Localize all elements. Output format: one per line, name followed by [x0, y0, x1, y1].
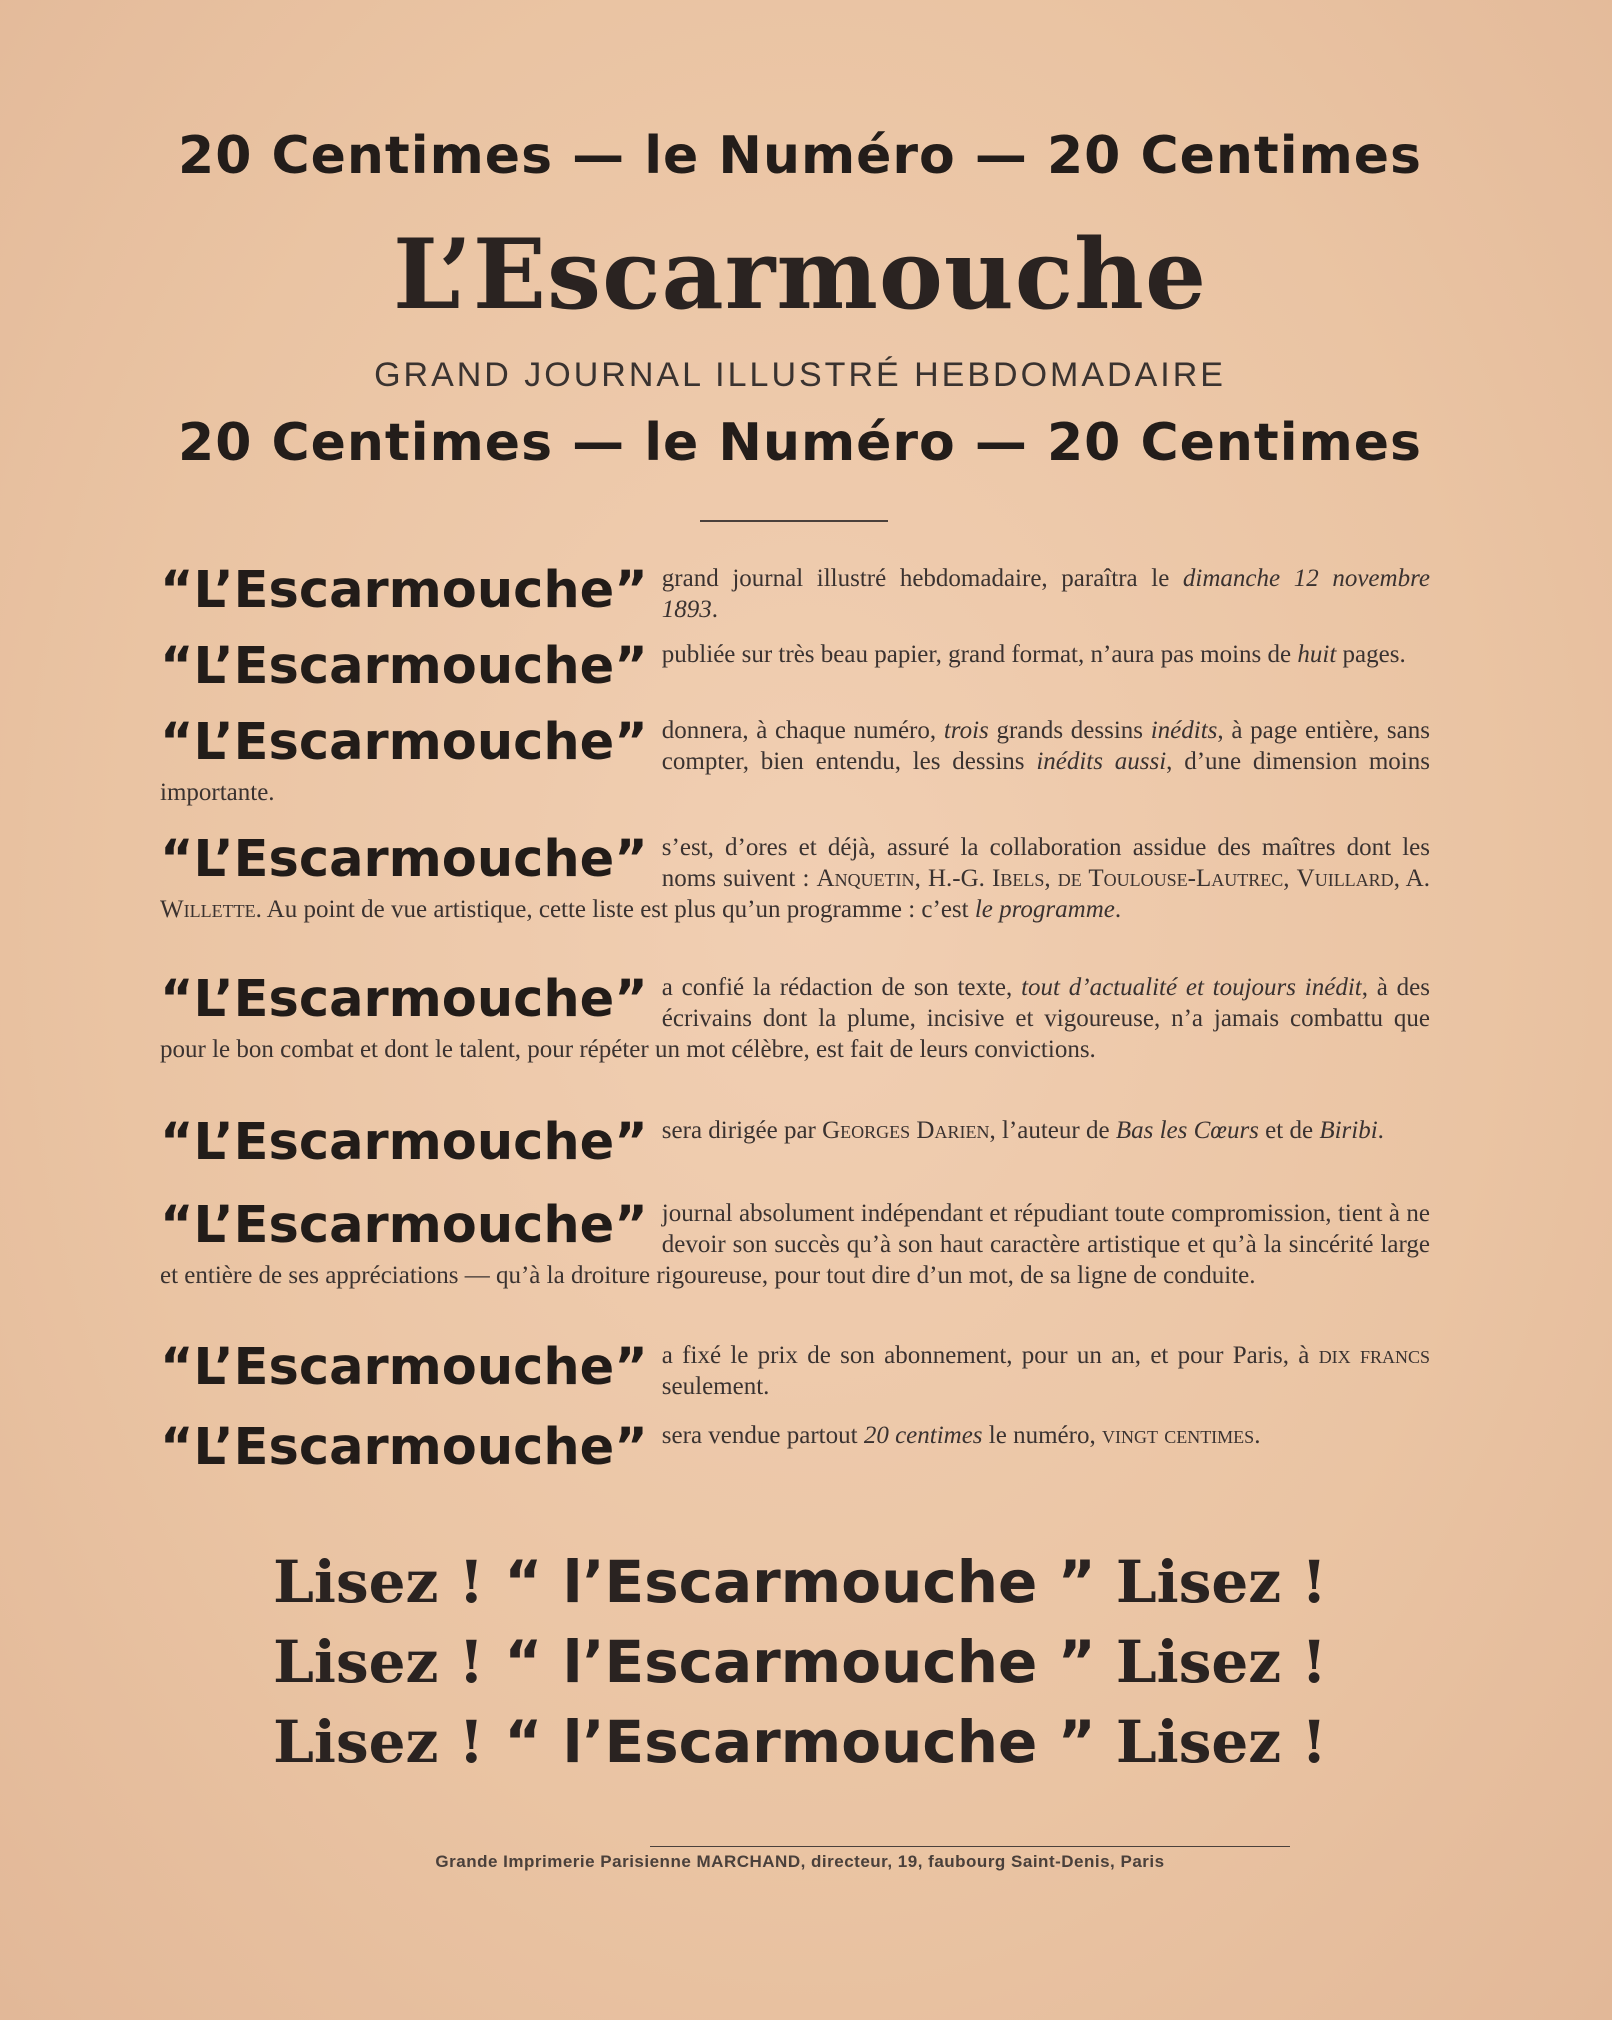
price-line-top: 20 Centimes — le Numéro — 20 Centimes	[178, 126, 1422, 186]
text-run: , H.-G.	[914, 865, 992, 892]
text-run: ,	[1044, 865, 1058, 892]
lisez-word: Lisez !	[1115, 1548, 1327, 1616]
text-run: , A.	[1393, 865, 1430, 892]
announcement-entry-4	[160, 832, 1430, 925]
text-run: .	[711, 596, 719, 623]
lisez-line-1	[150, 1548, 1450, 1616]
artist-name: Vuillard	[1296, 865, 1394, 892]
text-run: , à page entière, sans compter, bien entendu, les dessins	[661, 717, 1430, 775]
text-run: Biribi	[1319, 1117, 1378, 1144]
text-run: seulement.	[661, 1373, 770, 1400]
text-run: inédits	[1150, 717, 1218, 744]
lisez-name: “ l’Escarmouche ”	[504, 1548, 1096, 1616]
text-run: huit	[1297, 641, 1337, 668]
printer-footer: Grande Imprimerie Parisienne MARCHAND, directeur, 19, faubourg Saint-Denis, Paris	[435, 1852, 1165, 1871]
entry-name: “L’Escarmouche”	[160, 637, 648, 696]
lisez-word: Lisez !	[1115, 1708, 1327, 1776]
text-run: tout d’actualité et toujours inédit	[1021, 974, 1362, 1001]
entry-name: “L’Escarmouche”	[160, 1338, 648, 1397]
announcement-entry-9	[160, 1420, 1430, 1476]
text-run: s’est, d’ores et déjà, assuré la collaboration assidue des maîtres dont les noms suivent :	[661, 834, 1430, 892]
entry-name: “L’Escarmouche”	[160, 1196, 648, 1255]
announcement-entry-8	[160, 1340, 1430, 1402]
text-run: .	[1254, 1422, 1261, 1449]
lisez-name: “ l’Escarmouche ”	[504, 1628, 1096, 1696]
announcement-entry-2	[160, 639, 1430, 695]
artist-name: Willette	[160, 896, 256, 923]
text-run: , l’auteur de	[989, 1117, 1116, 1144]
announcement-entry-5	[160, 972, 1430, 1065]
text-run: le numéro,	[982, 1422, 1102, 1449]
text-run: .	[1377, 1117, 1384, 1144]
lisez-word: Lisez !	[273, 1548, 485, 1616]
lisez-word: Lisez !	[273, 1708, 485, 1776]
artist-name: Anquetin	[816, 865, 915, 892]
text-run: ,	[1283, 865, 1297, 892]
text-run: dimanche 12 novembre 1893	[661, 565, 1430, 623]
lisez-name: “ l’Escarmouche ”	[504, 1708, 1096, 1776]
lisez-line-2	[150, 1628, 1450, 1696]
lisez-line-3	[150, 1708, 1450, 1776]
text-run: , à des écrivains dont la plume, incisive et vigoureuse, n’a jamais combattu que pour le bon combat et dont le talent, pour répéter un mot célèbre, est fait de leurs convictions.	[160, 974, 1430, 1063]
text-run: Bas les Cœurs	[1115, 1117, 1259, 1144]
text-run: , d’une dimension moins importante.	[160, 748, 1430, 806]
announcement-entry-6	[160, 1115, 1430, 1171]
text-run: a confié la rédaction de son texte,	[661, 974, 1022, 1001]
text-run: grands dessins	[988, 717, 1151, 744]
entry-name: “L’Escarmouche”	[160, 830, 648, 889]
lisez-word: Lisez !	[273, 1628, 485, 1696]
price-text: vingt centimes	[1101, 1422, 1255, 1449]
artist-name: de Toulouse-Lautrec	[1057, 865, 1284, 892]
text-run: .	[1114, 896, 1122, 923]
footer-rule	[650, 1846, 1290, 1847]
text-run: pages.	[1336, 641, 1406, 668]
entry-name: “L’Escarmouche”	[160, 561, 648, 620]
artist-name: Ibels	[992, 865, 1045, 892]
text-run: inédits aussi	[1036, 748, 1167, 775]
announcement-entry-7	[160, 1198, 1430, 1291]
masthead-title: L’Escarmouche	[392, 218, 1208, 331]
text-run: donnera, à chaque numéro,	[661, 717, 944, 744]
text-run: trois	[943, 717, 989, 744]
text-run: journal absolument indépendant et répudiant toute compromission, tient à ne devoir son succès qu’à son haut caractère artistique et qu’à la sincérité large et entière de ses appréciations — qu’à la droiture rigoureuse, pour tout dire d’un mot, de sa ligne de conduite.	[160, 1200, 1430, 1289]
director-name: Georges Darien	[822, 1117, 990, 1144]
separator-rule	[700, 520, 888, 522]
text-run: sera vendue partout	[661, 1422, 864, 1449]
entry-name: “L’Escarmouche”	[160, 970, 648, 1029]
entry-name: “L’Escarmouche”	[160, 1418, 648, 1477]
text-run: sera dirigée par	[661, 1117, 823, 1144]
text-run: 20 centimes	[863, 1422, 983, 1449]
price-line-bottom: 20 Centimes — le Numéro — 20 Centimes	[178, 413, 1422, 473]
announcement-entry-3	[160, 715, 1430, 808]
text-run: . Au point de vue artistique, cette liste est plus qu’un programme : c’est	[255, 896, 975, 923]
text-run: a fixé le prix de son abonnement, pour un an, et pour Paris, à	[661, 1342, 1319, 1369]
lisez-word: Lisez !	[1115, 1628, 1327, 1696]
text-run: grand journal illustré hebdomadaire, paraîtra le	[661, 565, 1183, 592]
price-text: dix francs	[1318, 1342, 1430, 1369]
text-run: et de	[1258, 1117, 1320, 1144]
text-run: le programme	[974, 896, 1115, 923]
announcement-entry-1	[160, 563, 1430, 625]
subtitle: GRAND JOURNAL ILLUSTRÉ HEBDOMADAIRE	[374, 356, 1226, 394]
entry-name: “L’Escarmouche”	[160, 1113, 648, 1172]
text-run: publiée sur très beau papier, grand format, n’aura pas moins de	[661, 641, 1298, 668]
entry-name: “L’Escarmouche”	[160, 713, 648, 772]
